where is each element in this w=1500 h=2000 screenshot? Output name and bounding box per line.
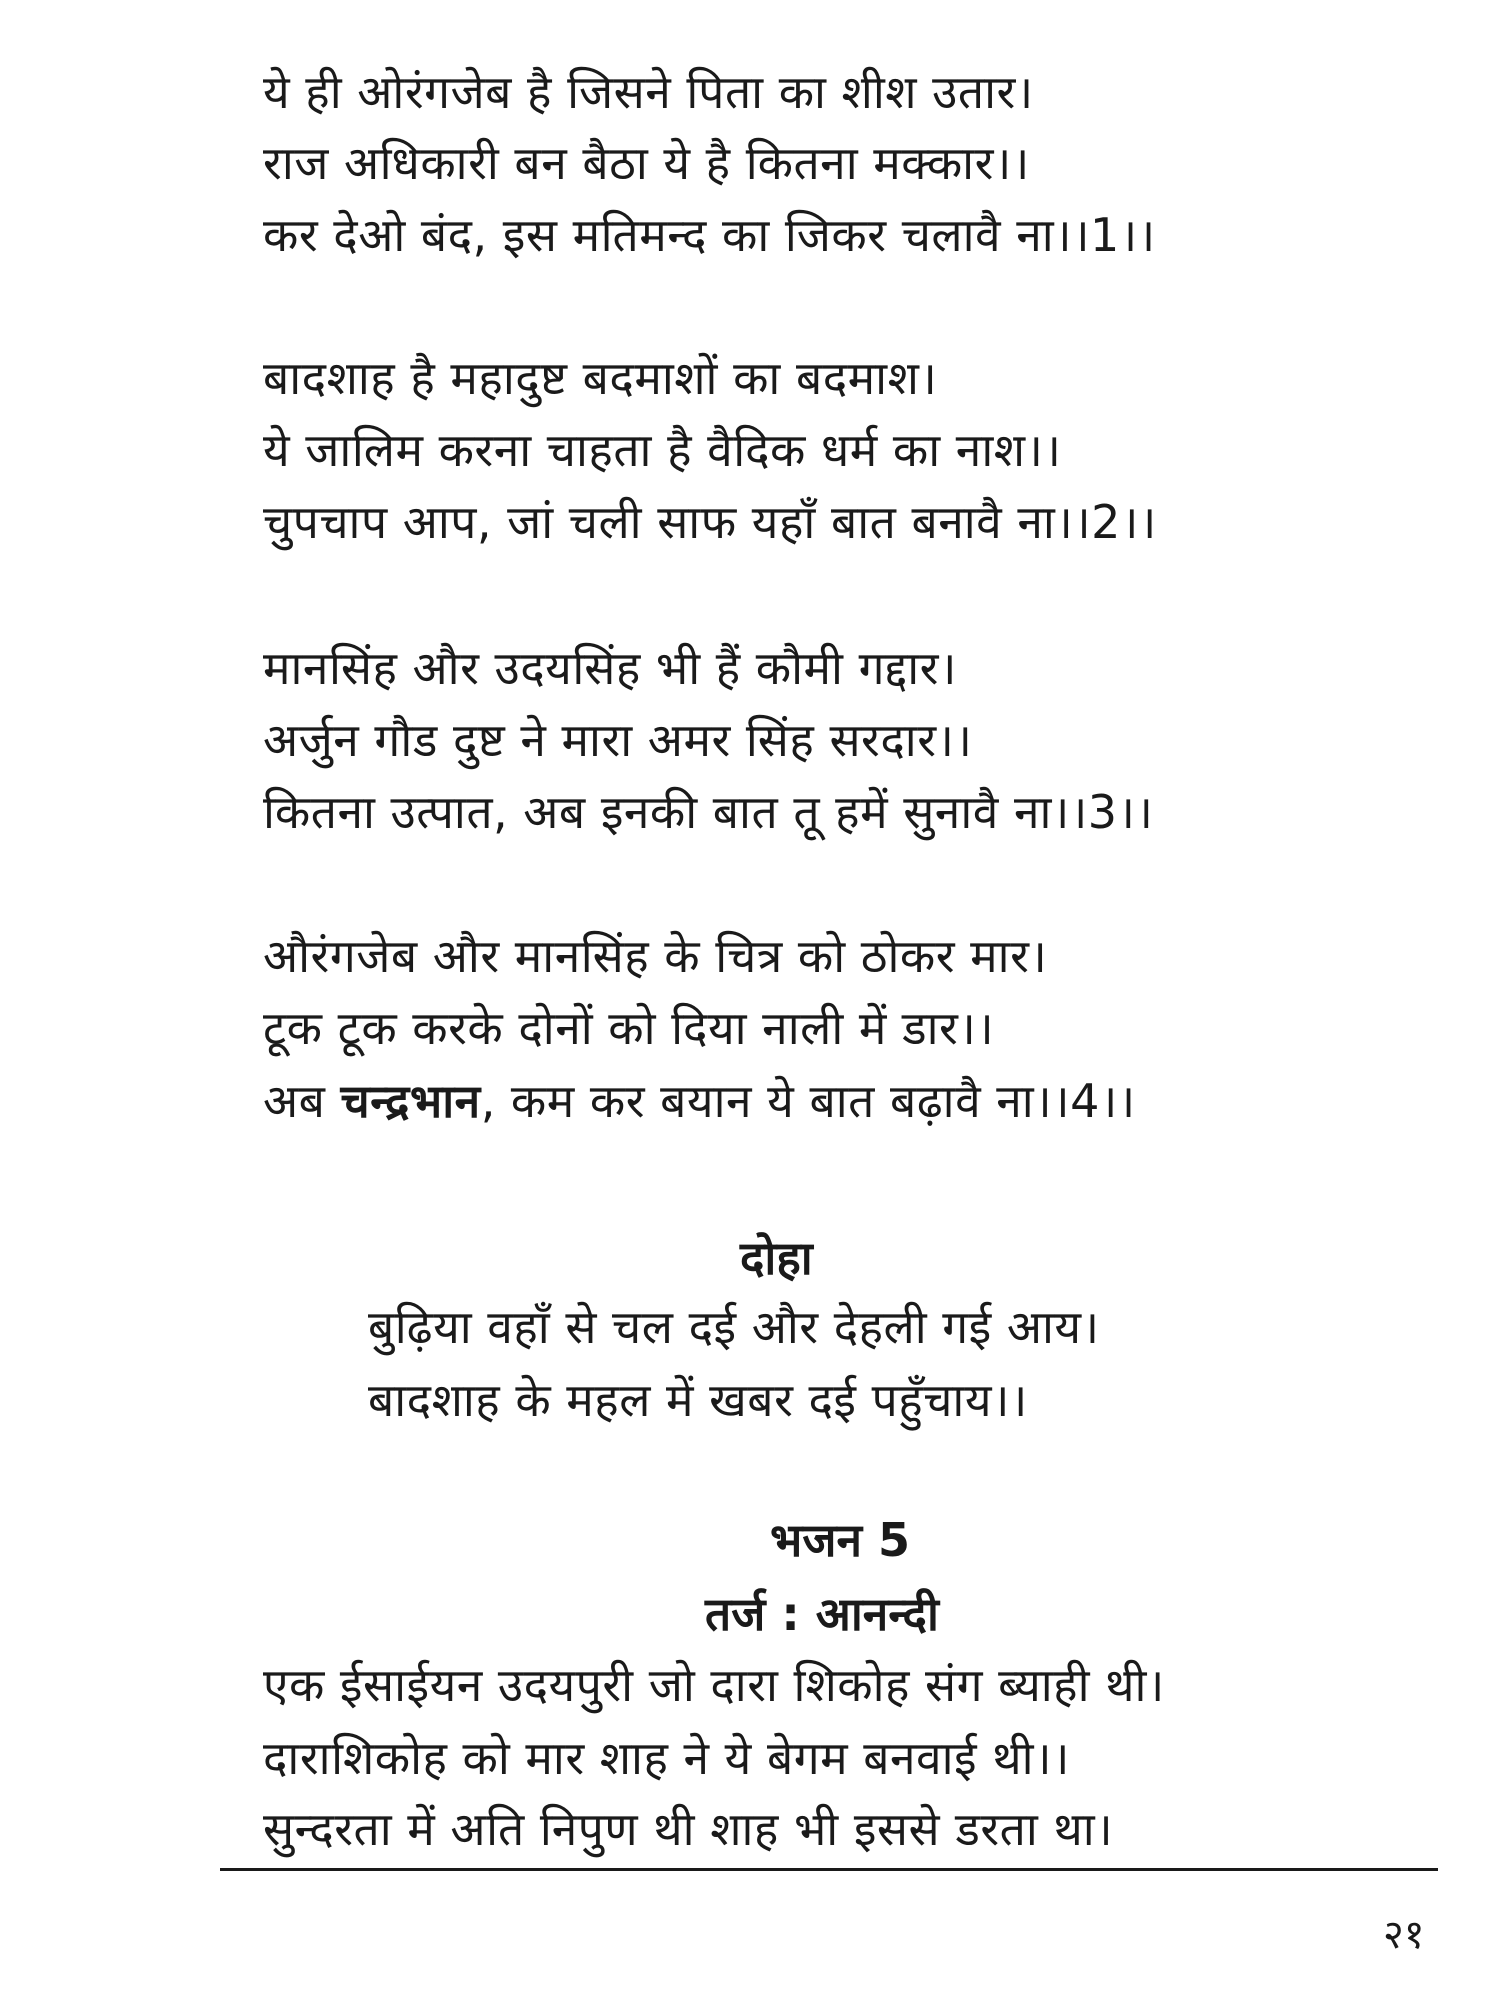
stanza-4-line-2: टूक टूक करके दोनों को दिया नाली में डार।। [263,1001,995,1055]
stanza-3-line-3: कितना उत्पात, अब इनकी बात तू हमें सुनावै ना।।3।। [263,785,1154,839]
bhajan-line-1: एक ईसाईयन उदयपुरी जो दारा शिकोह संग ब्याही थी। [263,1658,1165,1712]
bhajan-line-3: सुन्दरता में अति निपुण थी शाह भी इससे डरता था। [263,1802,1114,1856]
stanza-3-line-1: मानसिंह और उदयसिंह भी हैं कौमी गद्दार। [263,641,957,695]
footer-divider [220,1868,1438,1871]
author-name: चन्द्रभान [340,1074,481,1128]
bhajan-title: भजन 5 [770,1513,911,1567]
stanza-1-line-3: कर देओ बंद, इस मतिमन्द का जिकर चलावै ना।।1।। [263,208,1156,262]
stanza-2-line-3: चुपचाप आप, जां चली साफ यहाँ बात बनावै ना।।2।। [263,495,1157,549]
stanza-1-line-1: ये ही ओरंगजेब है जिसने पिता का शीश उतार। [263,65,1034,119]
page-number: २१ [1383,1912,1425,1958]
stanza-4-line-1: औरंगजेब और मानसिंह के चित्र को ठोकर मार। [263,929,1048,983]
stanza-4-line-3-suffix: , कम कर बयान ये बात बढ़ावै ना।।4।। [480,1074,1136,1128]
stanza-1-line-2: राज अधिकारी बन बैठा ये है कितना मक्कार।। [263,136,1030,190]
stanza-3-line-2: अर्जुन गौड दुष्ट ने मारा अमर सिंह सरदार।। [263,713,973,767]
doha-line-1: बुढ़िया वहाँ से चल दई और देहली गई आय। [368,1300,1100,1354]
bhajan-tune: तर्ज : आनन्दी [705,1587,939,1641]
stanza-2-line-2: ये जालिम करना चाहता है वैदिक धर्म का नाश।। [263,423,1062,477]
doha-title: दोहा [740,1231,813,1285]
bhajan-line-2: दाराशिकोह को मार शाह ने ये बेगम बनवाई थी।। [263,1731,1070,1785]
stanza-4-line-3 [263,1071,1136,1131]
stanza-2-line-1: बादशाह है महादुष्ट बदमाशों का बदमाश। [263,351,938,405]
stanza-4-line-3-prefix: अब [263,1074,341,1128]
doha-line-2: बादशाह के महल में खबर दई पहुँचाय।। [368,1373,1028,1427]
